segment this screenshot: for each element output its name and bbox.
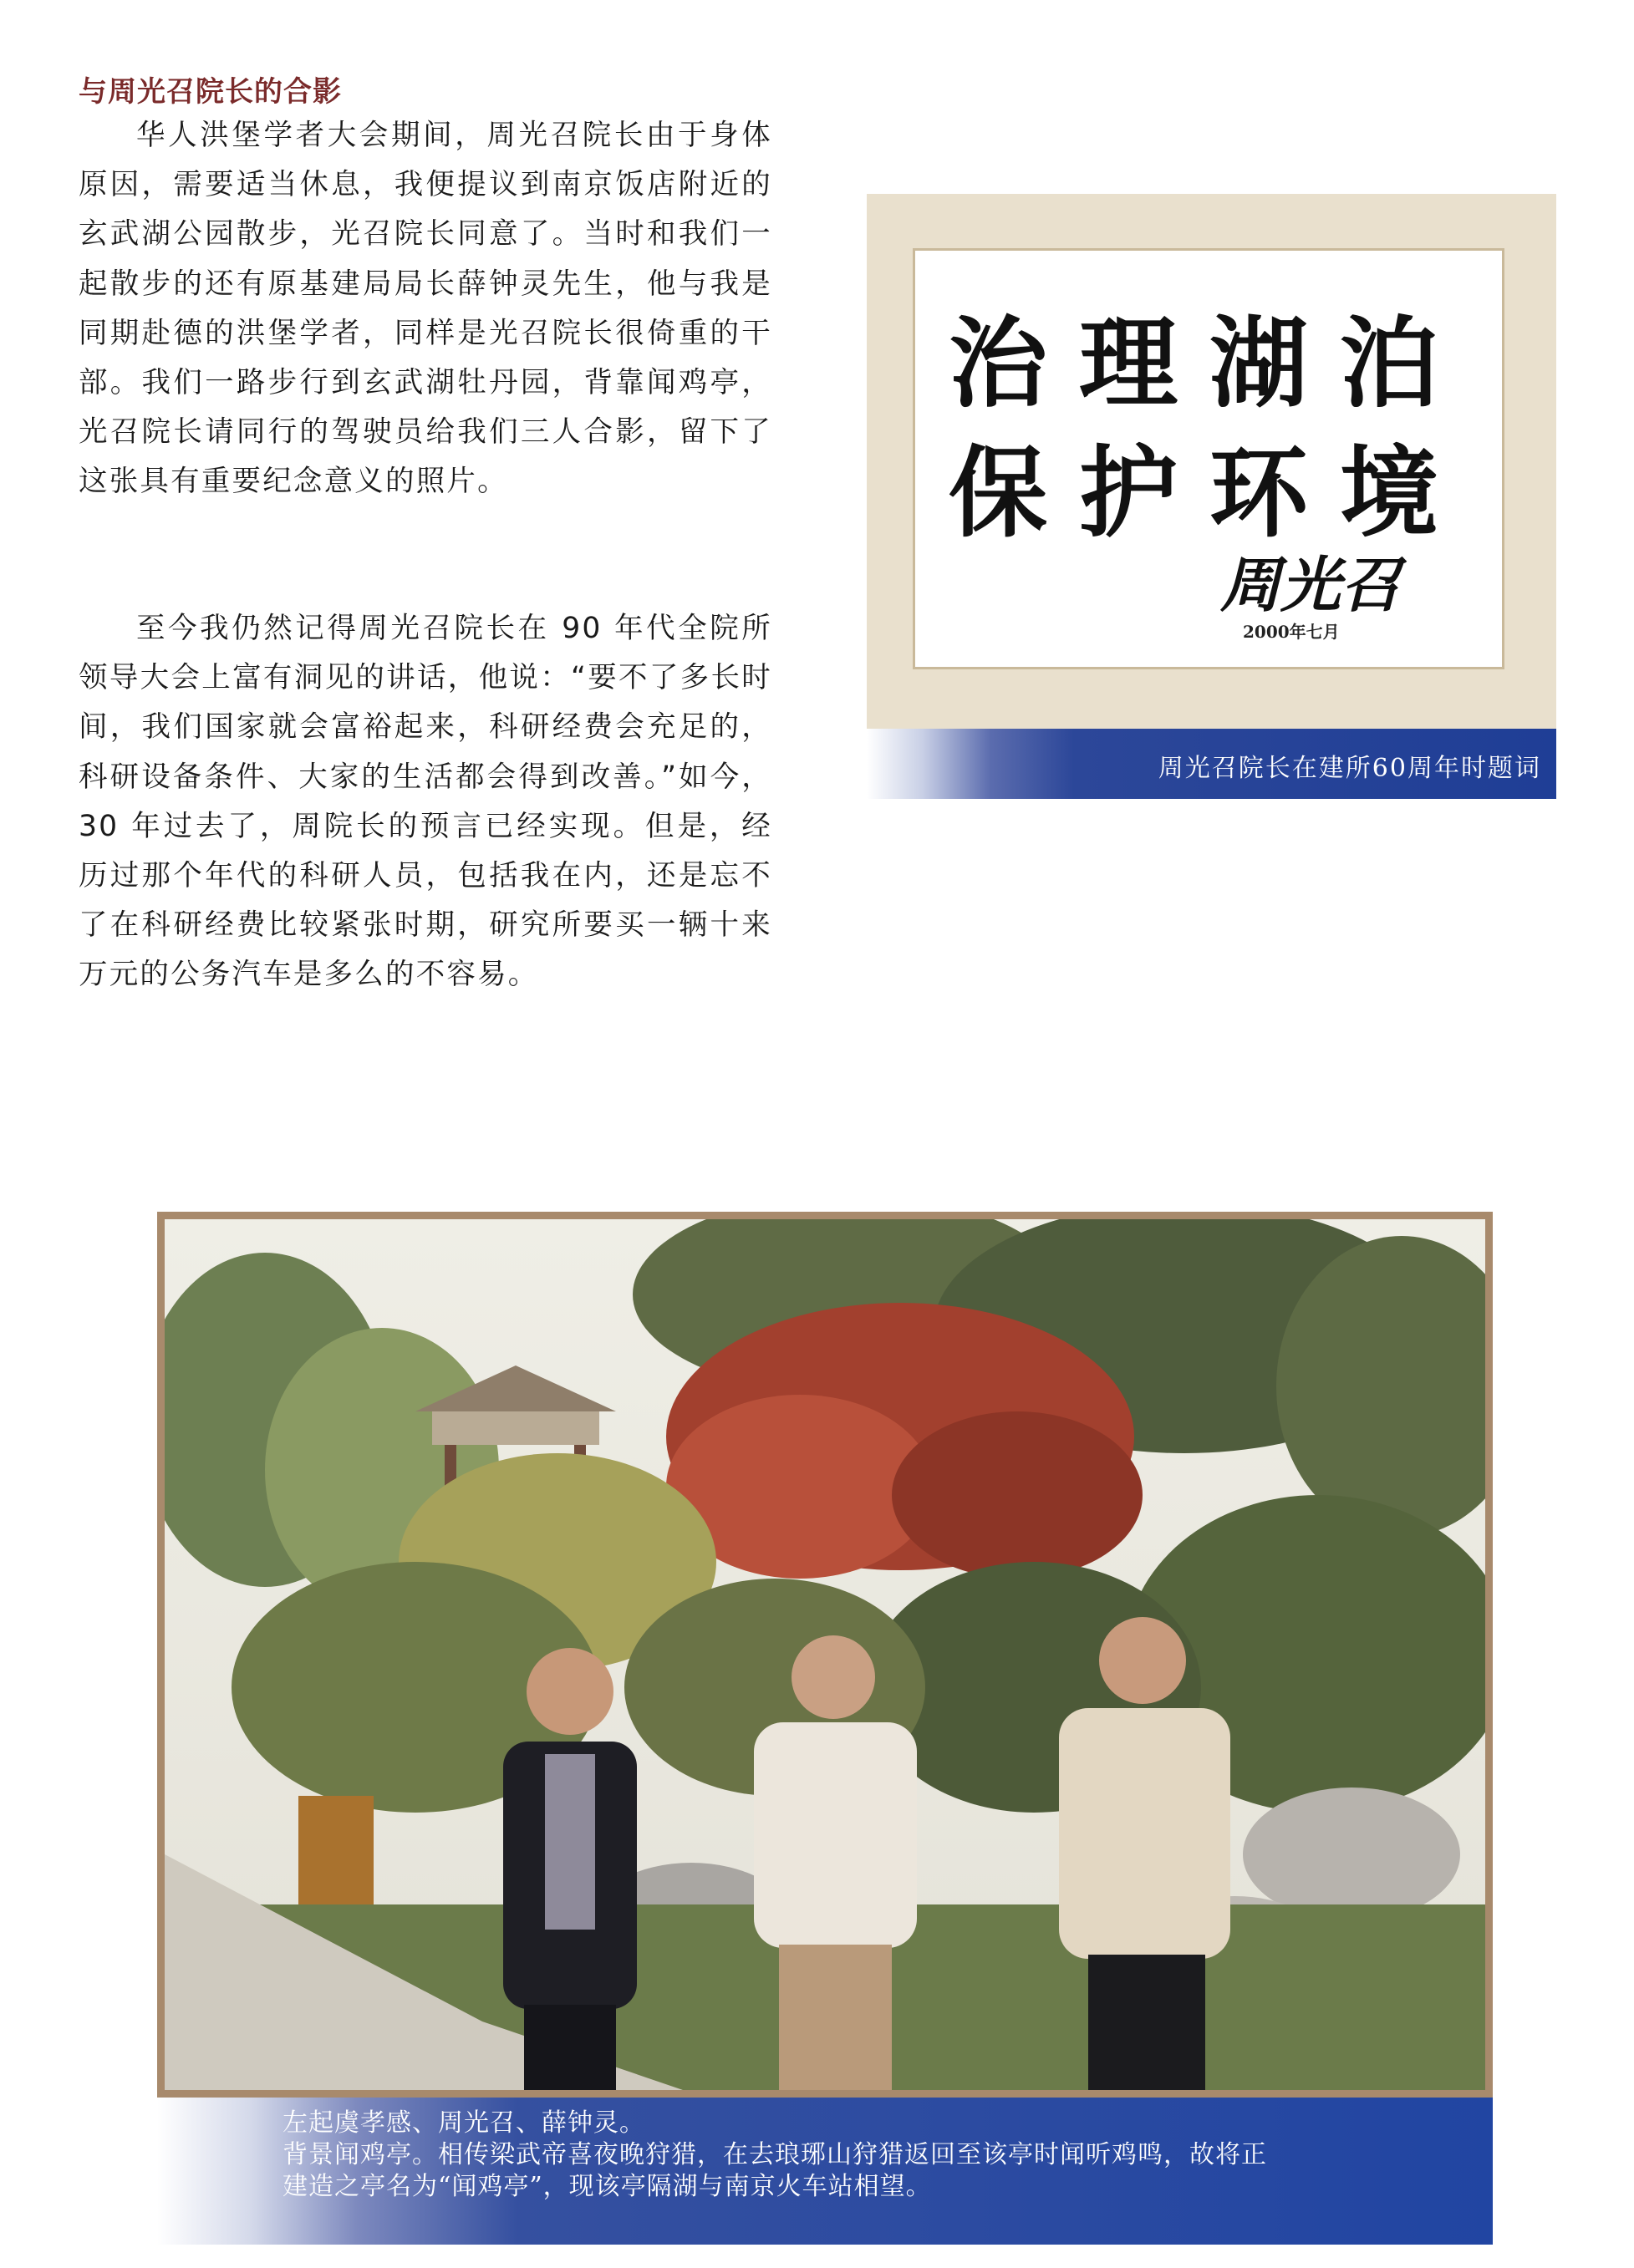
photo-caption-bar [157,2098,1493,2245]
body-paragraph-1: 华人洪堡学者大会期间，周光召院长由于身体原因，需要适当休息，我便提议到南京饭店附近的玄武湖公园散步，光召院长同意了。当时和我们一起散步的还有原基建局局长薛钟灵先生，他与我是同期赴德的洪堡学者，同样是光召院长很倚重的干部。我们一路步行到玄武湖牡丹园，背靠闻鸡亭，光召院长请同行的驾驶员给我们三人合影，留下了这张具有重要纪念意义的照片。 [79,119,772,499]
photo-caption-line-3: 建造之亭名为“闻鸡亭”，现该亭隔湖与南京火车站相望。 [283,2172,932,2201]
calligraphy-line-2: 保护环境 [949,435,1471,551]
group-photo-frame [157,1212,1493,2098]
calligraphy-date: 2000年七月 [1243,622,1340,642]
body-paragraph-2: 至今我仍然记得周光召院长在 90 年代全院所领导大会上富有洞见的讲话，他说：“要不了多长时间，我们国家就会富裕起来，科研经费会充足的，科研设备条件、大家的生活都会得到改善。”如今，30 年过去了，周院长的预言已经实现。但是，经历过那个年代的科研人员，包括我在内，还是忘不了在科研经费比较紧张时期，研究所要买一辆十来万元的公务汽车是多么的不容易。 [79,612,772,992]
calligraphy-caption: 周光召院长在建所60周年时题词 [1158,754,1541,783]
calligraphy-paper [913,248,1504,669]
photo-caption-line-2: 背景闻鸡亭。相传梁武帝喜夜晚狩猎，在去琅琊山狩猎返回至该亭时闻听鸡鸣，故将正 [283,2140,1267,2169]
calligraphy-panel [867,194,1556,729]
calligraphy-line-1: 治理湖泊 [949,305,1471,421]
photo-caption-line-1: 左起虞孝感、周光召、薛钟灵。 [283,2108,645,2138]
group-photo [165,1219,1485,2090]
photo-caption [283,2108,1486,2203]
section-title: 与周光召院长的合影 [79,75,342,109]
calligraphy-caption-bar [867,729,1556,799]
calligraphy-signature: 周光召 [1220,549,1402,620]
